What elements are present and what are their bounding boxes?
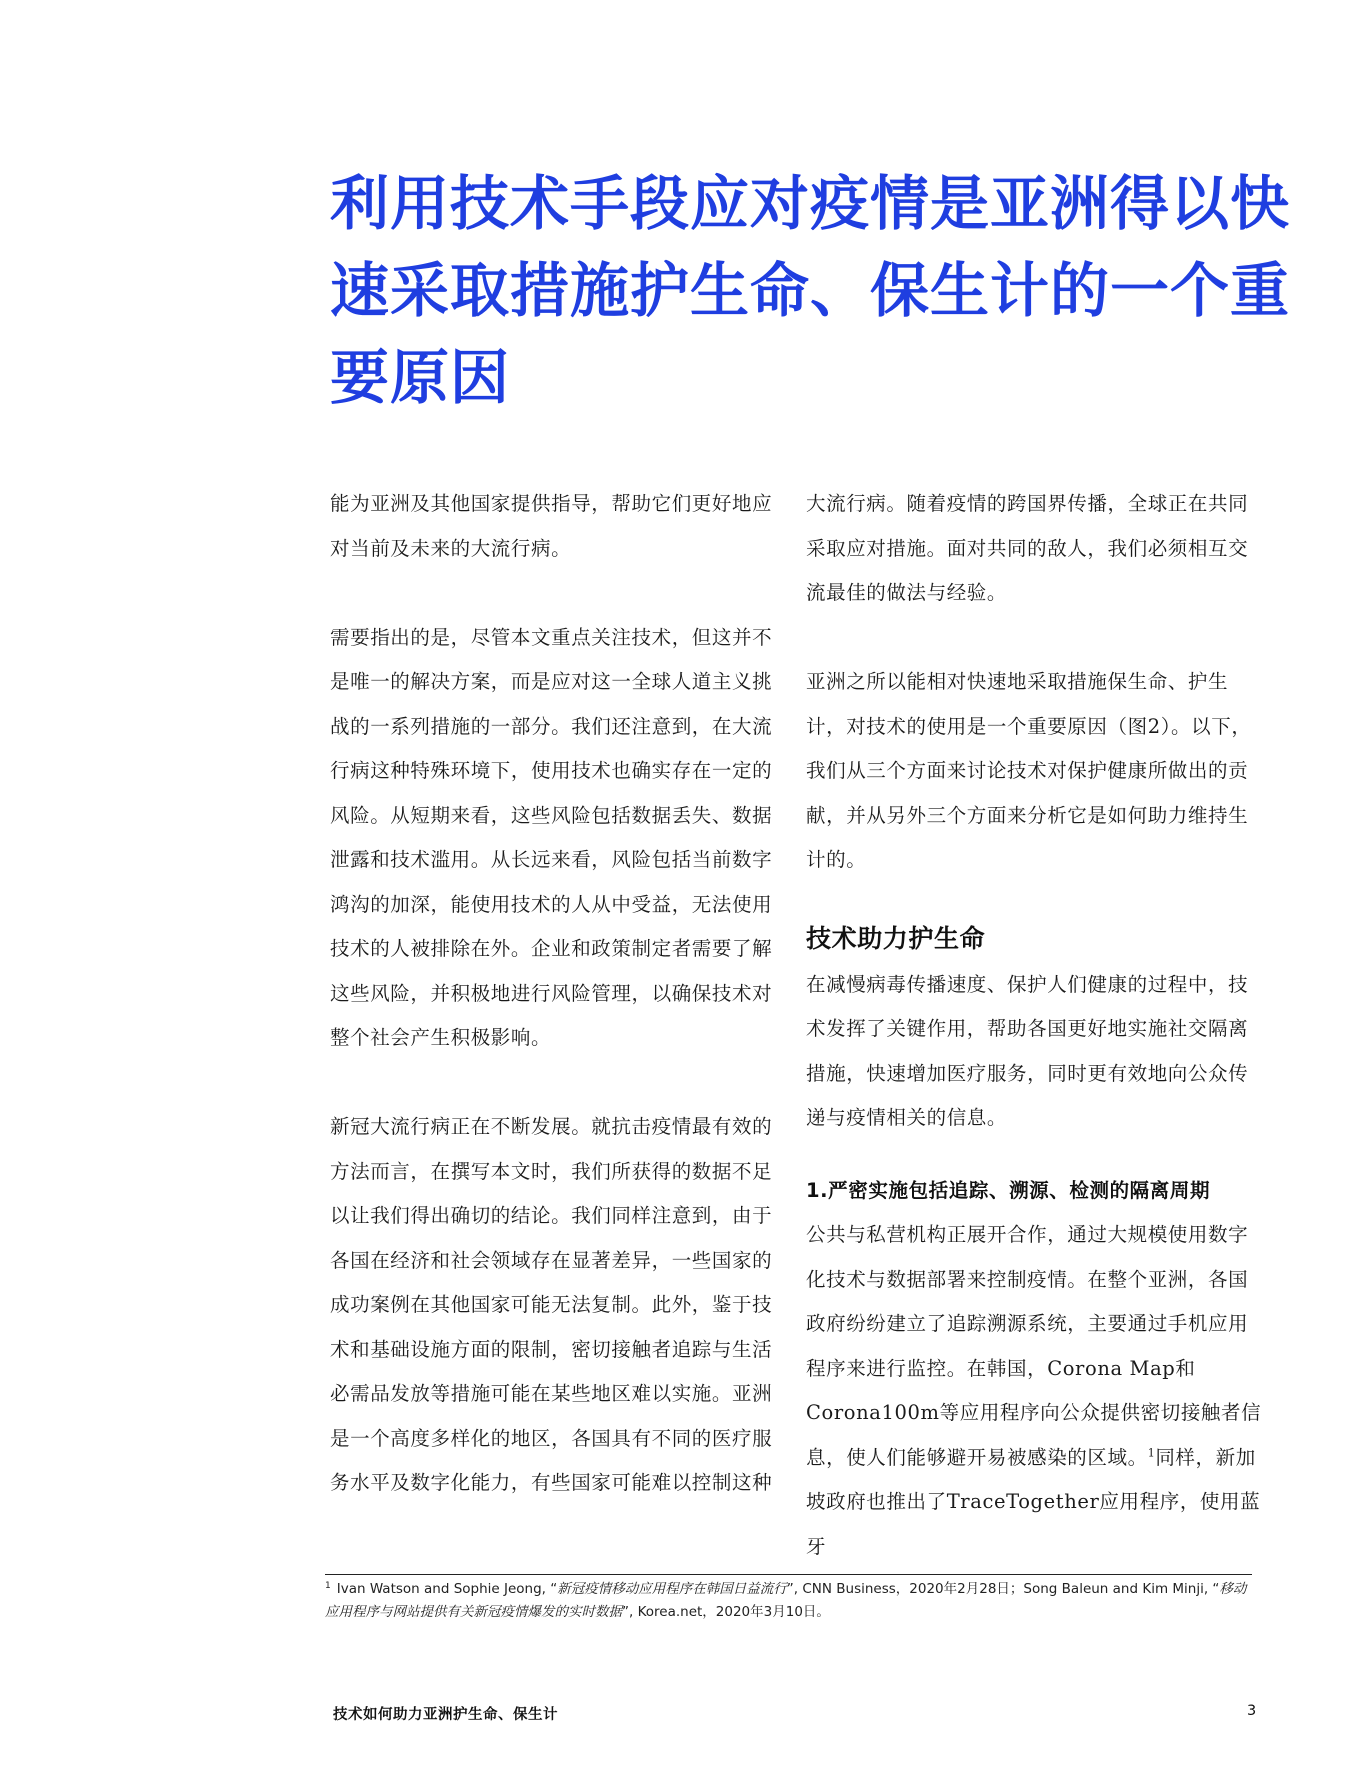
subsection-title: 1.严密实施包括追踪、溯源、检测的隔离周期 <box>806 1178 1211 1202</box>
footnote-title-1: 新冠疫情移动应用程序在韩国日益流行 <box>557 1581 787 1597</box>
footnote-title-2: 移动应用程序与网站提供有关新冠疫情爆发的实时数据 <box>325 1581 1247 1620</box>
right-paragraph-1: 大流行病。随着疫情的跨国界传播，全球正在共同采取应对措施。面对共同的敌人，我们必须相互交流最佳的做法与经验。 <box>806 492 1249 604</box>
page-headline: 利用技术手段应对疫情是亚洲得以快速采取措施护生命、保生计的一个重要原因 <box>330 169 1291 412</box>
left-column <box>330 482 790 1506</box>
left-paragraph-2: 需要指出的是，尽管本文重点关注技术，但这并不是唯一的解决方案，而是应对这一全球人道主义挑战的一系列措施的一部分。我们还注意到，在大流行病这种特殊环境下，使用技术也确实存在一定的风险。从短期来看，这些风险包括数据丢失、数据泄露和技术滥用。从长远来看，风险包括当前数字鸿沟的加深，能使用技术的人从中受益，无法使用技术的人被排除在外。企业和政策制定者需要了解这些风险，并积极地进行风险管理，以确保技术对整个社会产生积极影响。 <box>330 625 773 1049</box>
right-column <box>806 482 1268 1569</box>
footnote-text-1: Ivan Watson and Sophie Jeong, “ <box>336 1581 558 1597</box>
spacer <box>806 1141 1268 1169</box>
left-paragraph-3: 新冠大流行病正在不断发展。就抗击疫情最有效的方法而言，在撰写本文时，我们所获得的数据不足以让我们得出确切的结论。我们同样注意到，由于各国在经济和社会领域存在显著差异，一些国家的成功案例在其他国家可能无法复制。此外，鉴于技术和基础设施方面的限制，密切接触者追踪与生活必需品发放等措施可能在某些地区难以实施。亚洲是一个高度多样化的地区，各国具有不同的医疗服务水平及数字化能力，有些国家可能难以控制这种 <box>330 1115 773 1494</box>
footer-document-title: 技术如何助力亚洲护生命、保生计 <box>333 1706 558 1723</box>
footnote-text-3: ”, Korea.net，2020年3月10日。 <box>622 1604 830 1620</box>
left-paragraph-1: 能为亚洲及其他国家提供指导，帮助它们更好地应对当前及未来的大流行病。 <box>330 492 773 560</box>
footnote-divider <box>325 1574 1252 1575</box>
footnote <box>325 1578 1252 1624</box>
paragraph-4-text-b: 同样，新加坡政府也推出了TraceTogether应用程序，使用蓝牙 <box>806 1445 1261 1558</box>
right-paragraph-2: 亚洲之所以能相对快速地采取措施保生命、护生计，对技术的使用是一个重要原因（图2）。以下，我们从三个方面来讨论技术对保护健康所做出的贡献，并从另外三个方面来分析它是如何助力维持生计的。 <box>806 670 1252 871</box>
footnote-reference[interactable]: 1 <box>1147 1446 1156 1459</box>
footnote-text-2: ”, CNN Business，2020年2月28日；Song Baleun and Kim Minji, “ <box>786 1581 1220 1597</box>
right-paragraph-3: 在减慢病毒传播速度、保护人们健康的过程中，技术发挥了关键作用，帮助各国更好地实施社交隔离措施，快速增加医疗服务，同时更有效地向公众传递与疫情相关的信息。 <box>806 972 1249 1129</box>
page-number: 3 <box>1247 1703 1257 1719</box>
right-paragraph-4 <box>806 1213 1268 1569</box>
spacer <box>806 883 1268 911</box>
footnote-mark: 1 <box>325 1580 331 1591</box>
section-title: 技术助力护生命 <box>806 923 986 953</box>
paragraph-4-text-a: 公共与私营机构正展开合作，通过大规模使用数字化技术与数据部署来控制疫情。在整个亚洲，各国政府纷纷建立了追踪溯源系统，主要通过手机应用程序来进行监控。在韩国，Corona Map和Corona100m等应用程序向公众提供密切接触者信息，使人们能够避开易被感染的区域。 <box>806 1223 1262 1469</box>
